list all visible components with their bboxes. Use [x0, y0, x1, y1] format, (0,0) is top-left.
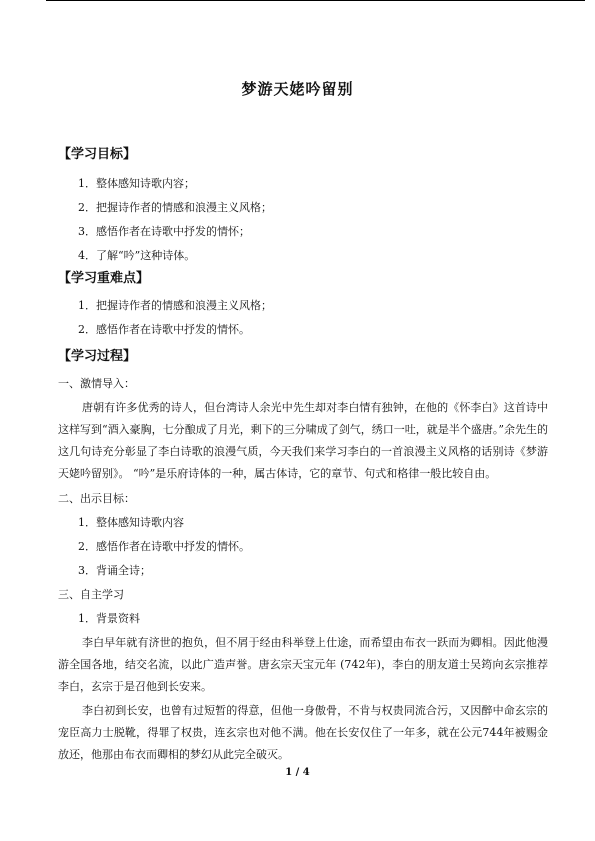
goal-item: 4．了解“吟”这种诗体。: [78, 249, 196, 262]
goal-item: 1．整体感知诗歌内容；: [78, 177, 195, 190]
show-goal-item: 1．整体感知诗歌内容: [78, 516, 184, 529]
show-goals-label: 二、出示目标：: [58, 492, 135, 505]
background-paragraph: 李白早年就有济世的抱负，但不屑于经由科举登上仕途，而希望由布衣一跃而为卿相。因此他漫游全国各地，结交名流，以此广造声誉。唐玄宗天宝元年 (742年)，李白的朋友道士吴筠向玄宗推荐李白，玄宗于是召他到长安来。: [58, 636, 548, 693]
self-study-label: 三、自主学习: [58, 588, 124, 601]
key-item: 1．把握诗作者的情感和浪漫主义风格；: [78, 299, 272, 312]
section-heading-goals: 【学习目标】: [58, 147, 137, 162]
goal-item: 2．把握诗作者的情感和浪漫主义风格；: [78, 201, 272, 214]
intro-label: 一、激情导入：: [58, 377, 135, 390]
show-goal-item: 2．感悟作者在诗歌中抒发的情怀。: [78, 540, 250, 553]
section-heading-process: 【学习过程】: [58, 349, 137, 364]
key-item: 2．感悟作者在诗歌中抒发的情怀。: [78, 323, 250, 336]
background-paragraph: 李白初到长安，也曾有过短暂的得意，但他一身傲骨，不肯与权贵同流合污，又因醉中命玄宗的宠臣高力士脱靴，得罪了权贵，连玄宗也对他不满。他在长安仅住了一年多，就在公元744年被赐金放还，他那由布衣而卿相的梦幻从此完全破灭。: [58, 704, 548, 761]
page-title: 梦游天姥吟留别: [241, 80, 354, 98]
document-body: [58, 144, 548, 768]
section-heading-key: 【学习重难点】: [58, 271, 150, 286]
intro-paragraph: 唐朝有许多优秀的诗人，但台湾诗人余光中先生却对李白情有独钟，在他的《怀李白》这首诗中这样写到“酒入豪胸，七分酿成了月光，剩下的三分啸成了剑气，绣口一吐，就是半个盛唐。”余先生的这几句诗充分彰显了李白诗歌的浪漫气质，今天我们来学习李白的一首浪漫主义风格的话别诗《梦游天姥吟留别》。 “吟”是乐府诗体的一种，属古体诗，它的章节、句式和格律一般比较自由。: [58, 401, 548, 480]
goal-item: 3．感悟作者在诗歌中抒发的情怀；: [78, 225, 250, 238]
top-rule: [46, 0, 585, 1]
show-goal-item: 3．背诵全诗；: [78, 564, 151, 577]
page-number: 1 / 4: [285, 767, 310, 778]
background-label: 1．背景资料: [78, 612, 140, 625]
